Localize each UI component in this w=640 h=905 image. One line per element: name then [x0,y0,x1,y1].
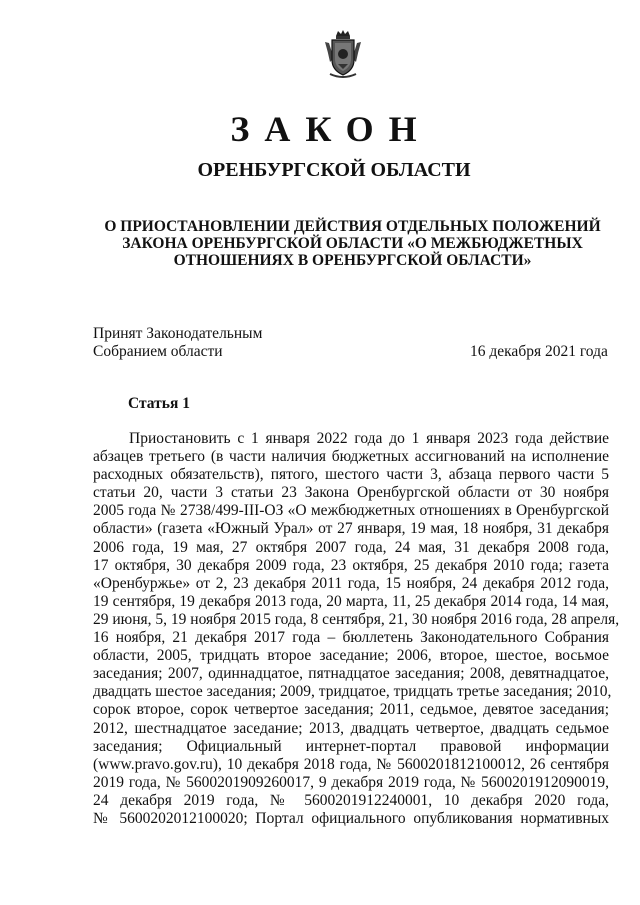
article-body [93,430,620,828]
region-subtitle: ОРЕНБУРГСКОЙ ОБЛАСТИ [197,159,471,181]
law-heading [95,218,610,269]
article-line: области, 2005, тридцать второе заседание; 2006, второе, шестое, восьмое [93,647,609,665]
article-line: заседания; 2007, одиннадцатое, пятнадцатое заседания; 2008, девятнадцатое, [93,665,609,683]
article-line: 16 ноября, 21 декабря 2017 года – бюллетень Законодательного Собрания [93,629,609,647]
article-line: 2006 года, 19 мая, 27 октября 2007 года, 24 мая, 31 декабря 2008 года, [93,538,609,556]
adopted-by-line: Собранием области [93,343,223,360]
article-line: 29 июня, 5, 19 ноября 2015 года, 8 сентября, 21, 30 ноября 2016 года, 28 апреля, [93,610,620,628]
page-title: ЗАКОН [230,109,432,149]
adopted-date: 16 декабря 2021 года [470,343,608,360]
article-line: 2005 года № 2738/499-III-ОЗ «О межбюджетных отношениях в Оренбургской [93,502,609,520]
coat-of-arms-icon [322,28,364,80]
article-line: двадцать шестое заседания; 2009, тридцатое, тридцать третье заседания; 2010, [93,683,612,701]
article-line: статьи 20, части 3 статьи 23 Закона Оренбургской области от 30 ноября [93,484,609,502]
article-line: 19 сентября, 19 декабря 2013 года, 20 марта, 11, 25 декабря 2014 года, 14 мая, [93,592,609,610]
article-line: заседания; Официальный интернет-портал правовой информации [93,737,609,755]
adopted-by-line: Принят Законодательным [93,325,263,342]
article-line: (www.pravo.gov.ru), 10 декабря 2018 года, № 5600201812100012, 26 сентября [93,755,609,773]
article-line: 2019 года, № 5600201909260017, 9 декабря 2019 года, № 5600201912090019, [93,773,609,791]
heading-line: ОТНОШЕНИЯХ В ОРЕНБУРГСКОЙ ОБЛАСТИ» [173,252,532,269]
article-title: Статья 1 [128,395,190,412]
article-line: абзацев третьего (в части наличия бюджетных ассигнований на исполнение [93,448,609,466]
heading-line: О ПРИОСТАНОВЛЕНИИ ДЕЙСТВИЯ ОТДЕЛЬНЫХ ПОЛОЖЕНИЙ [104,218,601,235]
article-line: области» (газета «Южный Урал» от 27 января, 19 мая, 18 ноября, 31 декабря [93,520,609,538]
article-line: «Оренбуржье» от 2, 23 декабря 2011 года, 15 ноября, 24 декабря 2012 года, [93,574,609,592]
article-line: расходных обязательств), пятого, шестого части 3, абзаца первого части 5 [93,466,609,484]
article-line: 2012, шестнадцатое заседание; 2013, двадцать четвертое, двадцать седьмое [93,719,609,737]
article-line: № 5600202012100020; Портал официального опубликования нормативных [93,809,609,827]
adopted-by [93,325,262,361]
article-line: Приостановить с 1 января 2022 года до 1 января 2023 года действие [129,430,609,447]
heading-line: ЗАКОНА ОРЕНБУРГСКОЙ ОБЛАСТИ «О МЕЖБЮДЖЕТНЫХ [122,235,583,252]
article-line: 17 октября, 30 декабря 2009 года, 23 октября, 25 декабря 2010 года; газета [93,556,609,574]
article-line: сорок второе, сорок четвертое заседания; 2011, седьмое, девятое заседания; [93,701,609,719]
article-line: 24 декабря 2019 года, № 5600201912240001, 10 декабря 2020 года, [93,791,609,809]
